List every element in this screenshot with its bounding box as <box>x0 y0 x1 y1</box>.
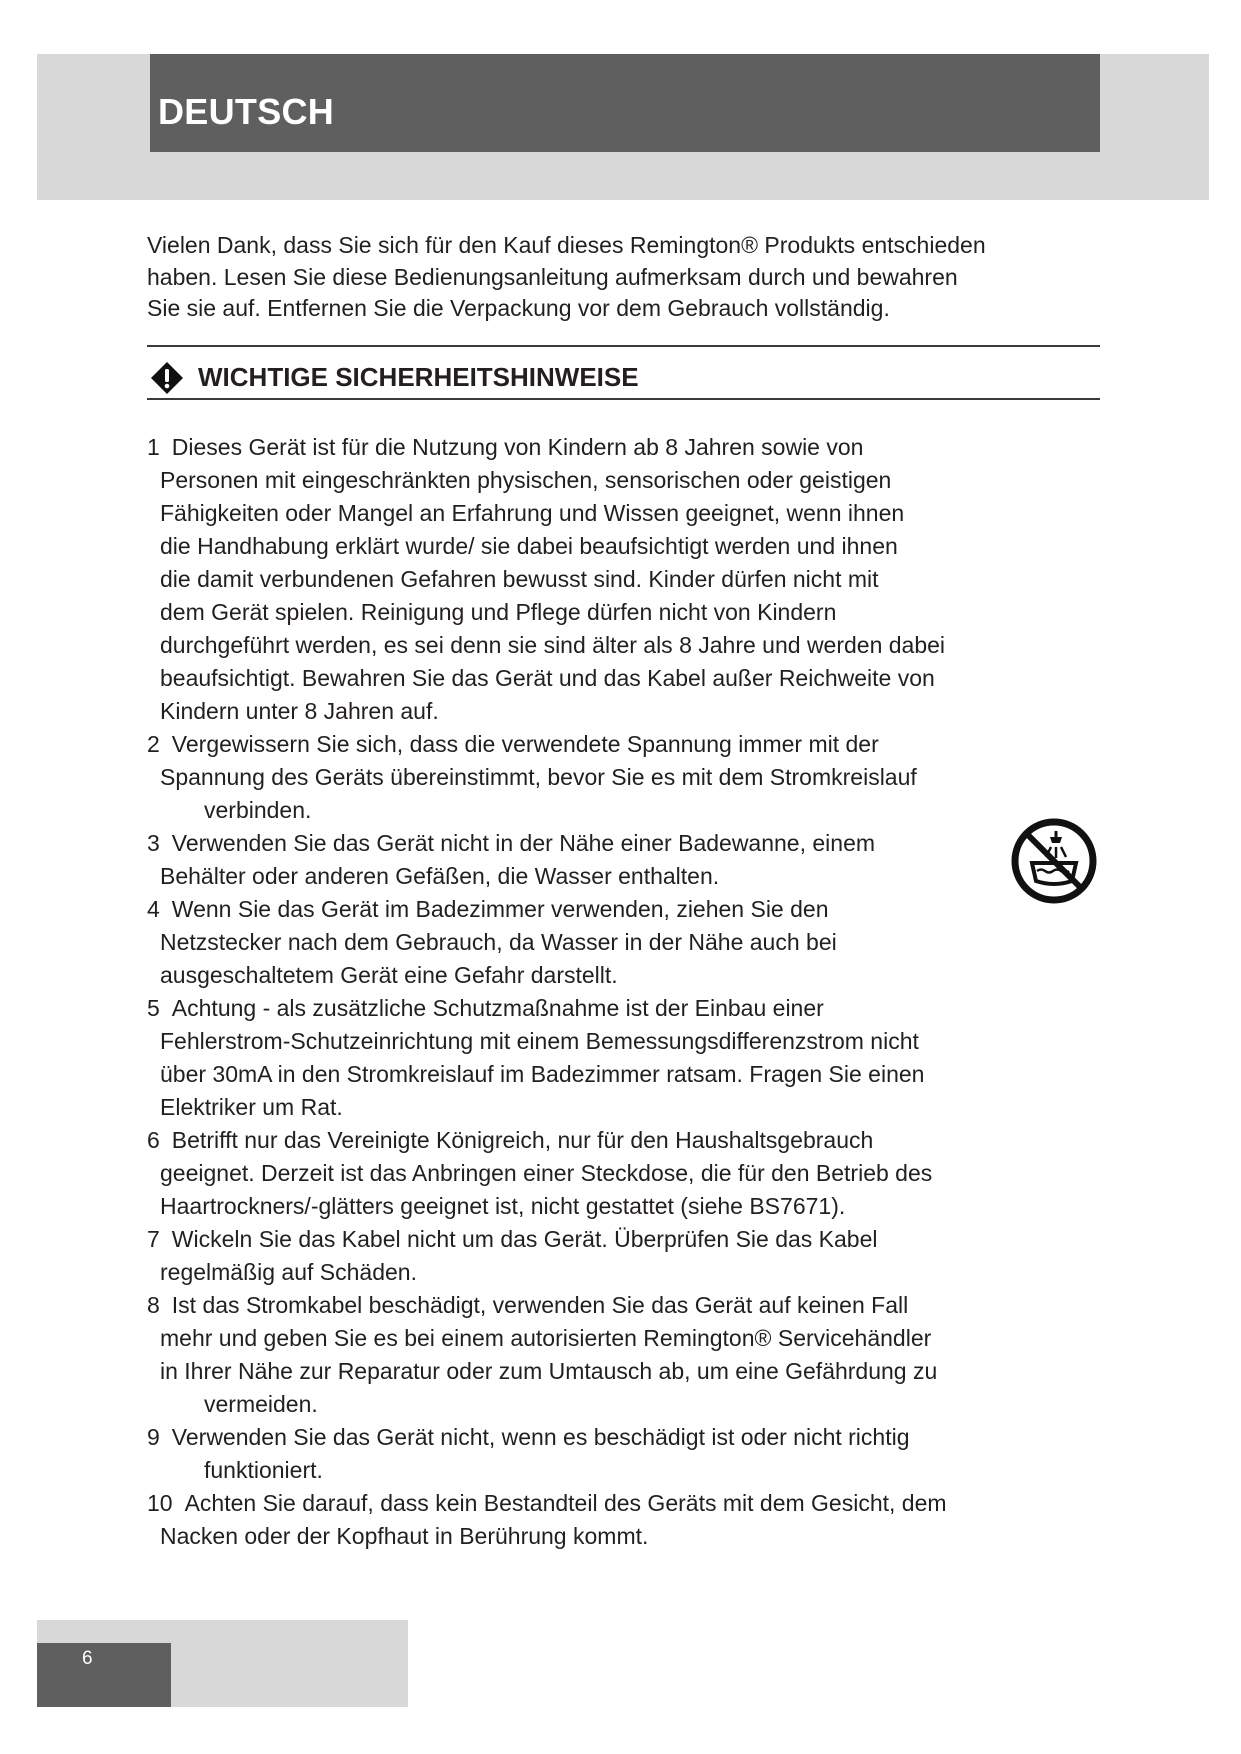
item-text: vermeiden. <box>204 1391 318 1417</box>
list-item-first-line <box>147 1223 947 1256</box>
item-text: Vergewissern Sie sich, dass die verwendete Spannung immer mit der <box>171 731 879 757</box>
item-text: Fähigkeiten oder Mangel an Erfahrung und Wissen geeignet, wenn ihnen <box>160 500 905 526</box>
footer-box <box>37 1643 171 1707</box>
list-item-first-line <box>147 1487 947 1520</box>
item-text: Achtung - als zusätzliche Schutzmaßnahme ist der Einbau einer <box>171 995 824 1021</box>
list-item-first-line <box>147 1421 947 1454</box>
item-text: Spannung des Geräts übereinstimmt, bevor Sie es mit dem Stromkreislauf <box>160 764 917 790</box>
item-number: 2 <box>147 731 160 757</box>
item-text: funktioniert. <box>204 1457 323 1483</box>
item-text: ausgeschaltetem Gerät eine Gefahr darstellt. <box>160 962 618 988</box>
item-text: geeignet. Derzeit ist das Anbringen einer Steckdose, die für den Betrieb des <box>160 1160 933 1186</box>
item-text: Betrifft nur das Vereinigte Königreich, nur für den Haushaltsgebrauch <box>171 1127 874 1153</box>
item-text: durchgeführt werden, es sei denn sie sind älter als 8 Jahre und werden dabei <box>160 632 946 658</box>
safety-list <box>147 431 947 1553</box>
intro-line: Sie sie auf. Entfernen Sie die Verpackung vor dem Gebrauch vollständig. <box>147 295 890 321</box>
item-number: 3 <box>147 830 160 856</box>
warning-diamond-icon <box>150 361 184 395</box>
intro-paragraph <box>147 230 986 325</box>
safety-heading: WICHTIGE SICHERHEITSHINWEISE <box>198 362 639 392</box>
item-number: 8 <box>147 1292 160 1318</box>
list-item-first-line <box>147 1289 947 1322</box>
item-text: beaufsichtigt. Bewahren Sie das Gerät und das Kabel außer Reichweite von <box>160 665 935 691</box>
item-text: Nacken oder der Kopfhaut in Berührung kommt. <box>160 1523 649 1549</box>
list-item-first-line <box>147 827 947 860</box>
item-number: 9 <box>147 1424 160 1450</box>
item-text: die damit verbundenen Gefahren bewusst sind. Kinder dürfen nicht mit <box>160 566 879 592</box>
item-number: 10 <box>147 1490 173 1516</box>
item-text: mehr und geben Sie es bei einem autorisierten Remington® Servicehändler <box>160 1325 932 1351</box>
list-item-first-line <box>147 728 947 761</box>
item-text: über 30mA in den Stromkreislauf im Badezimmer ratsam. Fragen Sie einen <box>160 1061 925 1087</box>
item-text: dem Gerät spielen. Reinigung und Pflege dürfen nicht von Kindern <box>160 599 837 625</box>
item-text: Achten Sie darauf, dass kein Bestandteil des Geräts mit dem Gesicht, dem <box>184 1490 947 1516</box>
item-text: Ist das Stromkabel beschädigt, verwenden Sie das Gerät auf keinen Fall <box>171 1292 909 1318</box>
language-title: DEUTSCH <box>158 91 335 132</box>
item-text: Haartrockners/-glätters geeignet ist, nicht gestattet (siehe BS7671). <box>160 1193 846 1219</box>
heading-rule-bottom <box>147 398 1100 400</box>
item-number: 5 <box>147 995 160 1021</box>
item-text: Elektriker um Rat. <box>160 1094 343 1120</box>
header-box <box>150 54 1100 152</box>
item-text: Wickeln Sie das Kabel nicht um das Gerät. Überprüfen Sie das Kabel <box>171 1226 878 1252</box>
page-number: 6 <box>82 1648 93 1669</box>
item-text: Fehlerstrom-Schutzeinrichtung mit einem Bemessungsdifferenzstrom nicht <box>160 1028 919 1054</box>
item-text: in Ihrer Nähe zur Reparatur oder zum Umtausch ab, um eine Gefährdung zu <box>160 1358 938 1384</box>
item-text: Kindern unter 8 Jahren auf. <box>160 698 439 724</box>
item-text: Dieses Gerät ist für die Nutzung von Kindern ab 8 Jahren sowie von <box>171 434 864 460</box>
no-bathing-water-icon <box>1010 817 1098 905</box>
list-item-first-line <box>147 1124 947 1157</box>
item-number: 6 <box>147 1127 160 1153</box>
heading-rule-top <box>147 345 1100 347</box>
item-number: 1 <box>147 434 160 460</box>
item-text: die Handhabung erklärt wurde/ sie dabei beaufsichtigt werden und ihnen <box>160 533 898 559</box>
intro-line: Vielen Dank, dass Sie sich für den Kauf dieses Remington® Produkts entschieden <box>147 232 986 258</box>
item-text: verbinden. <box>204 797 312 823</box>
item-number: 4 <box>147 896 160 922</box>
item-text: Personen mit eingeschränkten physischen, sensorischen oder geistigen <box>160 467 892 493</box>
list-item-first-line <box>147 431 947 464</box>
item-text: Behälter oder anderen Gefäßen, die Wasser enthalten. <box>160 863 720 889</box>
item-text: regelmäßig auf Schäden. <box>160 1259 417 1285</box>
item-number: 7 <box>147 1226 160 1252</box>
list-item-first-line <box>147 893 947 926</box>
item-text: Wenn Sie das Gerät im Badezimmer verwenden, ziehen Sie den <box>171 896 829 922</box>
item-text: Verwenden Sie das Gerät nicht, wenn es beschädigt ist oder nicht richtig <box>171 1424 910 1450</box>
item-text: Verwenden Sie das Gerät nicht in der Nähe einer Badewanne, einem <box>171 830 876 856</box>
list-item-first-line <box>147 992 947 1025</box>
item-text: Netzstecker nach dem Gebrauch, da Wasser in der Nähe auch bei <box>160 929 837 955</box>
intro-line: haben. Lesen Sie diese Bedienungsanleitung aufmerksam durch und bewahren <box>147 263 958 290</box>
